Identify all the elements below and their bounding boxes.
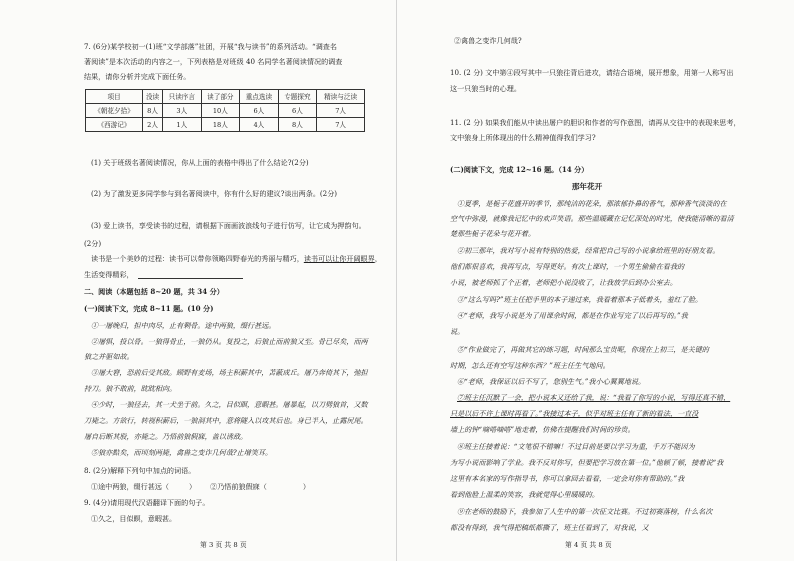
question-9-item-1: ①久之，目似瞑，意暇甚。 [91, 514, 177, 523]
story-line: 都没有得到，我气得把稿纸都撕了，班主任看到了，对我说，又 [450, 523, 649, 532]
table-cell: 4人 [240, 118, 279, 132]
q7-sub-question-3: (3) 爱上读书，享受读书的过程，请根据下面画波浪线句子进行仿写，让它成为押韵句。 [91, 221, 366, 230]
passage-paragraph-4-cont: 刀毙之。方欲行，转视积薪后，一狼洞其中，意将隧入以攻其后也。身已半入，止露尻尾。 [84, 416, 368, 425]
story-line: 说。 [450, 327, 465, 336]
passage-paragraph-4: ④少时，一狼径去，其一犬坐于前。久之，目似瞑，意暇甚。屠暴起，以刀劈狼首，又数 [91, 400, 368, 409]
q8-item-2-close: ） [302, 482, 310, 491]
story-line-underlined: 只是以后不许上课时再看了。”我接过本子，似乎对班主任有了新的看法，一直没 [450, 409, 699, 418]
table-cell: 《西游记》 [86, 118, 143, 132]
story-line: ②初三那年，我对写小说有特别的热爱，经常把自己写的小说拿给班里的好朋友看。 [457, 246, 720, 255]
story-line: 时期，怎么还有空写这种东西？”班主任生气地问。 [450, 361, 610, 370]
passage-paragraph-2-cont: 狼之并驱如故。 [84, 352, 134, 361]
table-header-cell: 读了部分 [201, 90, 240, 104]
q7-imitation-line-2 [84, 270, 243, 279]
table-cell: 8人 [143, 104, 163, 118]
q8-item-2: ②乃悟前狼假寐（ [210, 482, 267, 491]
reading-part-2-title: (二)阅读下文，完成 12~16 题。（14 分） [450, 165, 589, 174]
table-header-cell: 项目 [86, 90, 143, 104]
q7-intro-line-2: 著阅读”是本次活动的内容之一，下列表格是对班级 40 名同学名著阅读情况的调查 [84, 57, 343, 66]
story-line: 这里有本名家的写作指导书，你可以拿回去看看，一定会对你有帮助的。”我 [450, 474, 685, 483]
reading-survey-table [85, 89, 365, 132]
wavy-underlined-phrase: 读书可以让你开阔眼界 [303, 254, 375, 263]
passage-paragraph-3: ③屠大窘，恐前后受其敌。顾野有麦场，场主积薪其中，苫蔽成丘。屠乃奔倚其下，弛担 [91, 368, 368, 377]
table-row [86, 118, 365, 132]
question-10-line-1: 10. (2 分) 文中第④段写其中一只狼往背后进攻，请结合语境，展开想象，用第一人称写出 [450, 68, 734, 77]
story-line: 空气中弥漫，就像我记忆中的欢声笑语。那些温暖藏在记忆深处的时光，使我能清晰的看清 [450, 214, 734, 223]
question-8-items [91, 482, 310, 491]
question-9: 9. (4分)请用现代汉语翻译下面的句子。 [84, 498, 210, 507]
table-cell: 10人 [201, 104, 240, 118]
q7-sub-question-2: (2) 为了激发更多同学参与到名著阅读中，你有什么好的建议?谈出两条。(2分) [91, 189, 338, 198]
story-line: 看到他脸上温柔的笑容，我就觉得心里暖暖的。 [450, 490, 599, 499]
q7-imitation-sentence [91, 254, 382, 263]
imitation-sentence-start: 读书是一个美妙的过程：读书可以带你领略四野春光的秀丽与精巧， [91, 254, 304, 263]
story-title: 那年花开 [571, 182, 603, 191]
passage-paragraph-4-end: 屠自后断其股，亦毙之。乃悟前狼假寐，盖以诱敌。 [84, 432, 248, 441]
table-header-cell: 重点选读 [240, 90, 279, 104]
question-10-line-2: 这一只狼当时的心理。 [450, 84, 521, 93]
story-line: ⑥“老师，我保证以后不写了，您别生气。”我小心翼翼地说。 [457, 377, 646, 386]
table-header-row [86, 90, 365, 104]
page-number-4: 第 4 页 共 8 页 [565, 541, 612, 549]
story-line: ③“这么写吗?”班主任把手里的本子递过来，我看着那本子低着头，羞红了脸。 [457, 295, 703, 304]
passage-paragraph-3-cont: 持刀。狼不敢前，眈眈相向。 [84, 384, 177, 393]
table-cell: 7人 [317, 118, 365, 132]
story-line: ⑤“作业做完了，再做其它的练习题，时间那么宝贵呢，你现在上初三，是关键的 [457, 345, 709, 354]
reading-part-1-title: (一)阅读下文，完成 8~11 题。(10 分) [84, 304, 214, 313]
answer-blank[interactable] [138, 271, 243, 279]
imitation-sentence-end: 生活变得精彩， [84, 270, 134, 279]
table-cell: 《朝花夕拾》 [86, 104, 143, 118]
story-line: ⑨在老师的鼓励下，我参加了人生中的第一次征文比赛。不过初赛落榜，什么名次 [457, 507, 713, 516]
passage-paragraph-1: ①一屠晚归，担中肉尽，止有剩骨。途中两狼，缀行甚远。 [91, 321, 276, 330]
table-cell: 18人 [201, 118, 240, 132]
table-header-cell: 精读与泛读 [317, 90, 365, 104]
story-line: ⑧班主任接着说：“文笔很不错嘛！不过目前是要以学习为重，千万不能因为 [457, 442, 695, 451]
table-cell: 8人 [278, 118, 317, 132]
story-line: 为写小说而影响了学业。我不反对你写，但要把学习放在第一位。”他顿了顿，接着说“我 [450, 458, 724, 467]
table-header-cell: 只读序言 [163, 90, 202, 104]
story-line: ①夏季，是栀子花盛开的季节，那纯洁的花朵，那浓郁扑鼻的香气，那种香气淡淡的在 [457, 199, 727, 208]
story-line: 墙上的钟“嘀嗒嘀嗒”地走着，仿佛在提醒我们时间的珍贵。 [450, 425, 635, 434]
story-line: 小说，被老师抓了个正着，老师把小说没收了，让我放学后到办公室去。 [450, 278, 677, 287]
table-cell: 3人 [163, 104, 202, 118]
table-cell: 6人 [278, 104, 317, 118]
question-11-line-1: 11. (2 分) 如果我们能从中读出屠户的胆识和作者的写作意图，请再从交往中的表现来思考， [450, 118, 741, 127]
imitation-sentence-comma: ， [374, 254, 382, 263]
q7-sub-question-3-score: (2分) [84, 239, 102, 248]
table-cell: 1人 [163, 118, 202, 132]
passage-paragraph-2: ②屠惧，投以骨。一狼得骨止，一狼仍从。复投之，后狼止而前狼又至。骨已尽矣，而两 [91, 337, 368, 346]
q8-item-1-close: ） [189, 482, 197, 491]
table-header-cell: 专题探究 [278, 90, 317, 104]
section-heading-reading: 二、阅读（本题包括 8~20 题，共 34 分） [84, 287, 224, 296]
story-line: 他们都很喜欢，我再写点，写得更好。有次上课时，一个男生偷偷在看我的 [450, 262, 685, 271]
q8-item-1: ①途中两狼，缀行甚远（ [91, 482, 170, 491]
q7-sub-question-1: (1) 关于班级名著阅读情况，你从上面的表格中得出了什么结论?(2分) [91, 158, 309, 167]
story-line: 楚那些栀子花朵与花开着。 [450, 229, 536, 238]
question-9-item-2: ②禽兽之变诈几何哉? [454, 36, 522, 45]
q7-intro-line-3: 结果，请你分析并完成下面任务。 [84, 72, 191, 81]
page-number-3: 第 3 页 共 8 页 [200, 541, 247, 549]
exam-page-4 [397, 0, 794, 561]
story-line: ④“老师，我写小说是为了用课余时间，都是在作业写完了以后再写的。”我 [457, 311, 688, 320]
passage-paragraph-5: ⑤狼亦黠矣，而顷刻两毙，禽兽之变诈几何哉?止增笑耳。 [91, 448, 273, 457]
story-line-underlined: ⑦班主任沉默了一会，把小说本又还给了我，说：“我看了你写的小说，写得还真不错， [457, 393, 731, 402]
q7-intro-line-1: 7. (6分)某学校初一(1)班“文学部落”社团，开展“我与读书”的系列活动。“调查名 [84, 42, 337, 51]
table-cell: 7人 [317, 104, 365, 118]
table-row [86, 104, 365, 118]
table-cell: 6人 [240, 104, 279, 118]
table-cell: 2人 [143, 118, 163, 132]
question-11-line-2: 文中狼身上所体现出的什么精神值得我们学习? [450, 133, 596, 142]
table-header-cell: 没读 [143, 90, 163, 104]
question-8: 8. (2分)解释下列句中加点的词语。 [84, 466, 196, 475]
